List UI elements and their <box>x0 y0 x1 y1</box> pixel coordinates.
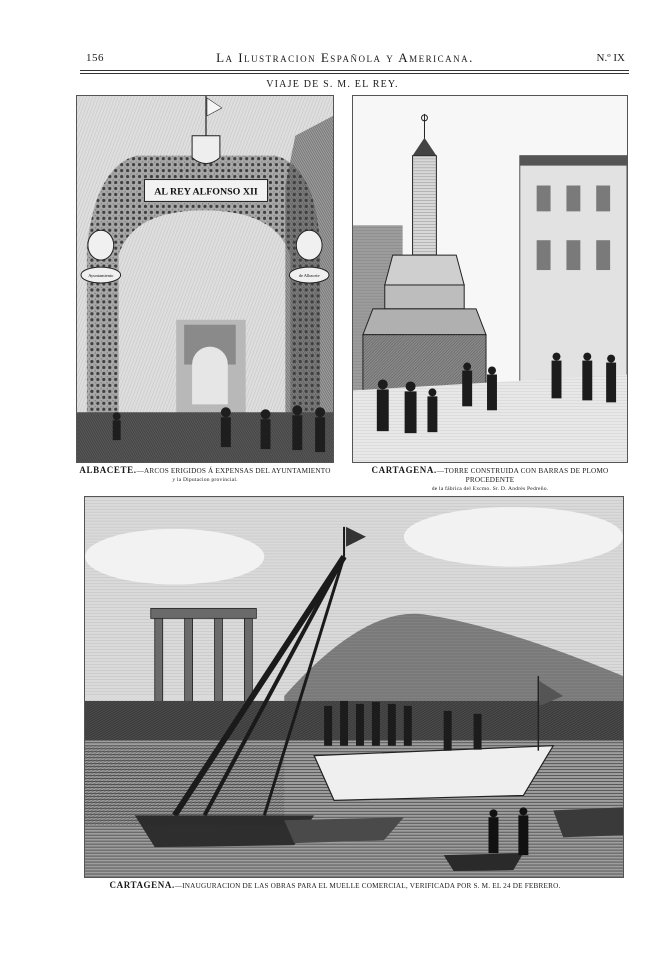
cartagena-tower-engraving <box>352 95 628 463</box>
section-title: VIAJE DE S. M. EL REY. <box>266 79 399 90</box>
arch-banner-text: AL REY ALFONSO XII <box>154 186 258 198</box>
cartagena-port-engraving <box>84 496 624 878</box>
masthead: La Ilustracion Española y Americana. <box>216 50 474 65</box>
header-rule <box>80 70 629 71</box>
caption-cartagena-tower: CARTAGENA.—TORRE CONSTRUIDA CON BARRAS DE PLOMO PROCEDENTE de la fábrica del Excmo. Sr. D. Andrés Pedreño. <box>371 465 609 492</box>
caption-cartagena-port: CARTAGENA.—INAUGURACION DE LAS OBRAS PARA EL MUELLE COMERCIAL, VERIFICADA POR S. M. EL 24 DE FEBRERO. <box>109 880 561 890</box>
right-medallion-text: de Albacete <box>298 273 320 279</box>
left-medallion-text: Ayuntamiento <box>88 273 114 279</box>
issue-number: N.º IX <box>596 52 625 64</box>
header-rule-double <box>80 73 629 74</box>
page-number: 156 <box>86 52 104 64</box>
caption-albacete: ALBACETE.—ARCOS ERIGIDOS Á EXPENSAS DEL AYUNTAMIENTO y la Diputacion provincial. <box>79 465 331 483</box>
albacete-arch-engraving <box>76 95 334 463</box>
